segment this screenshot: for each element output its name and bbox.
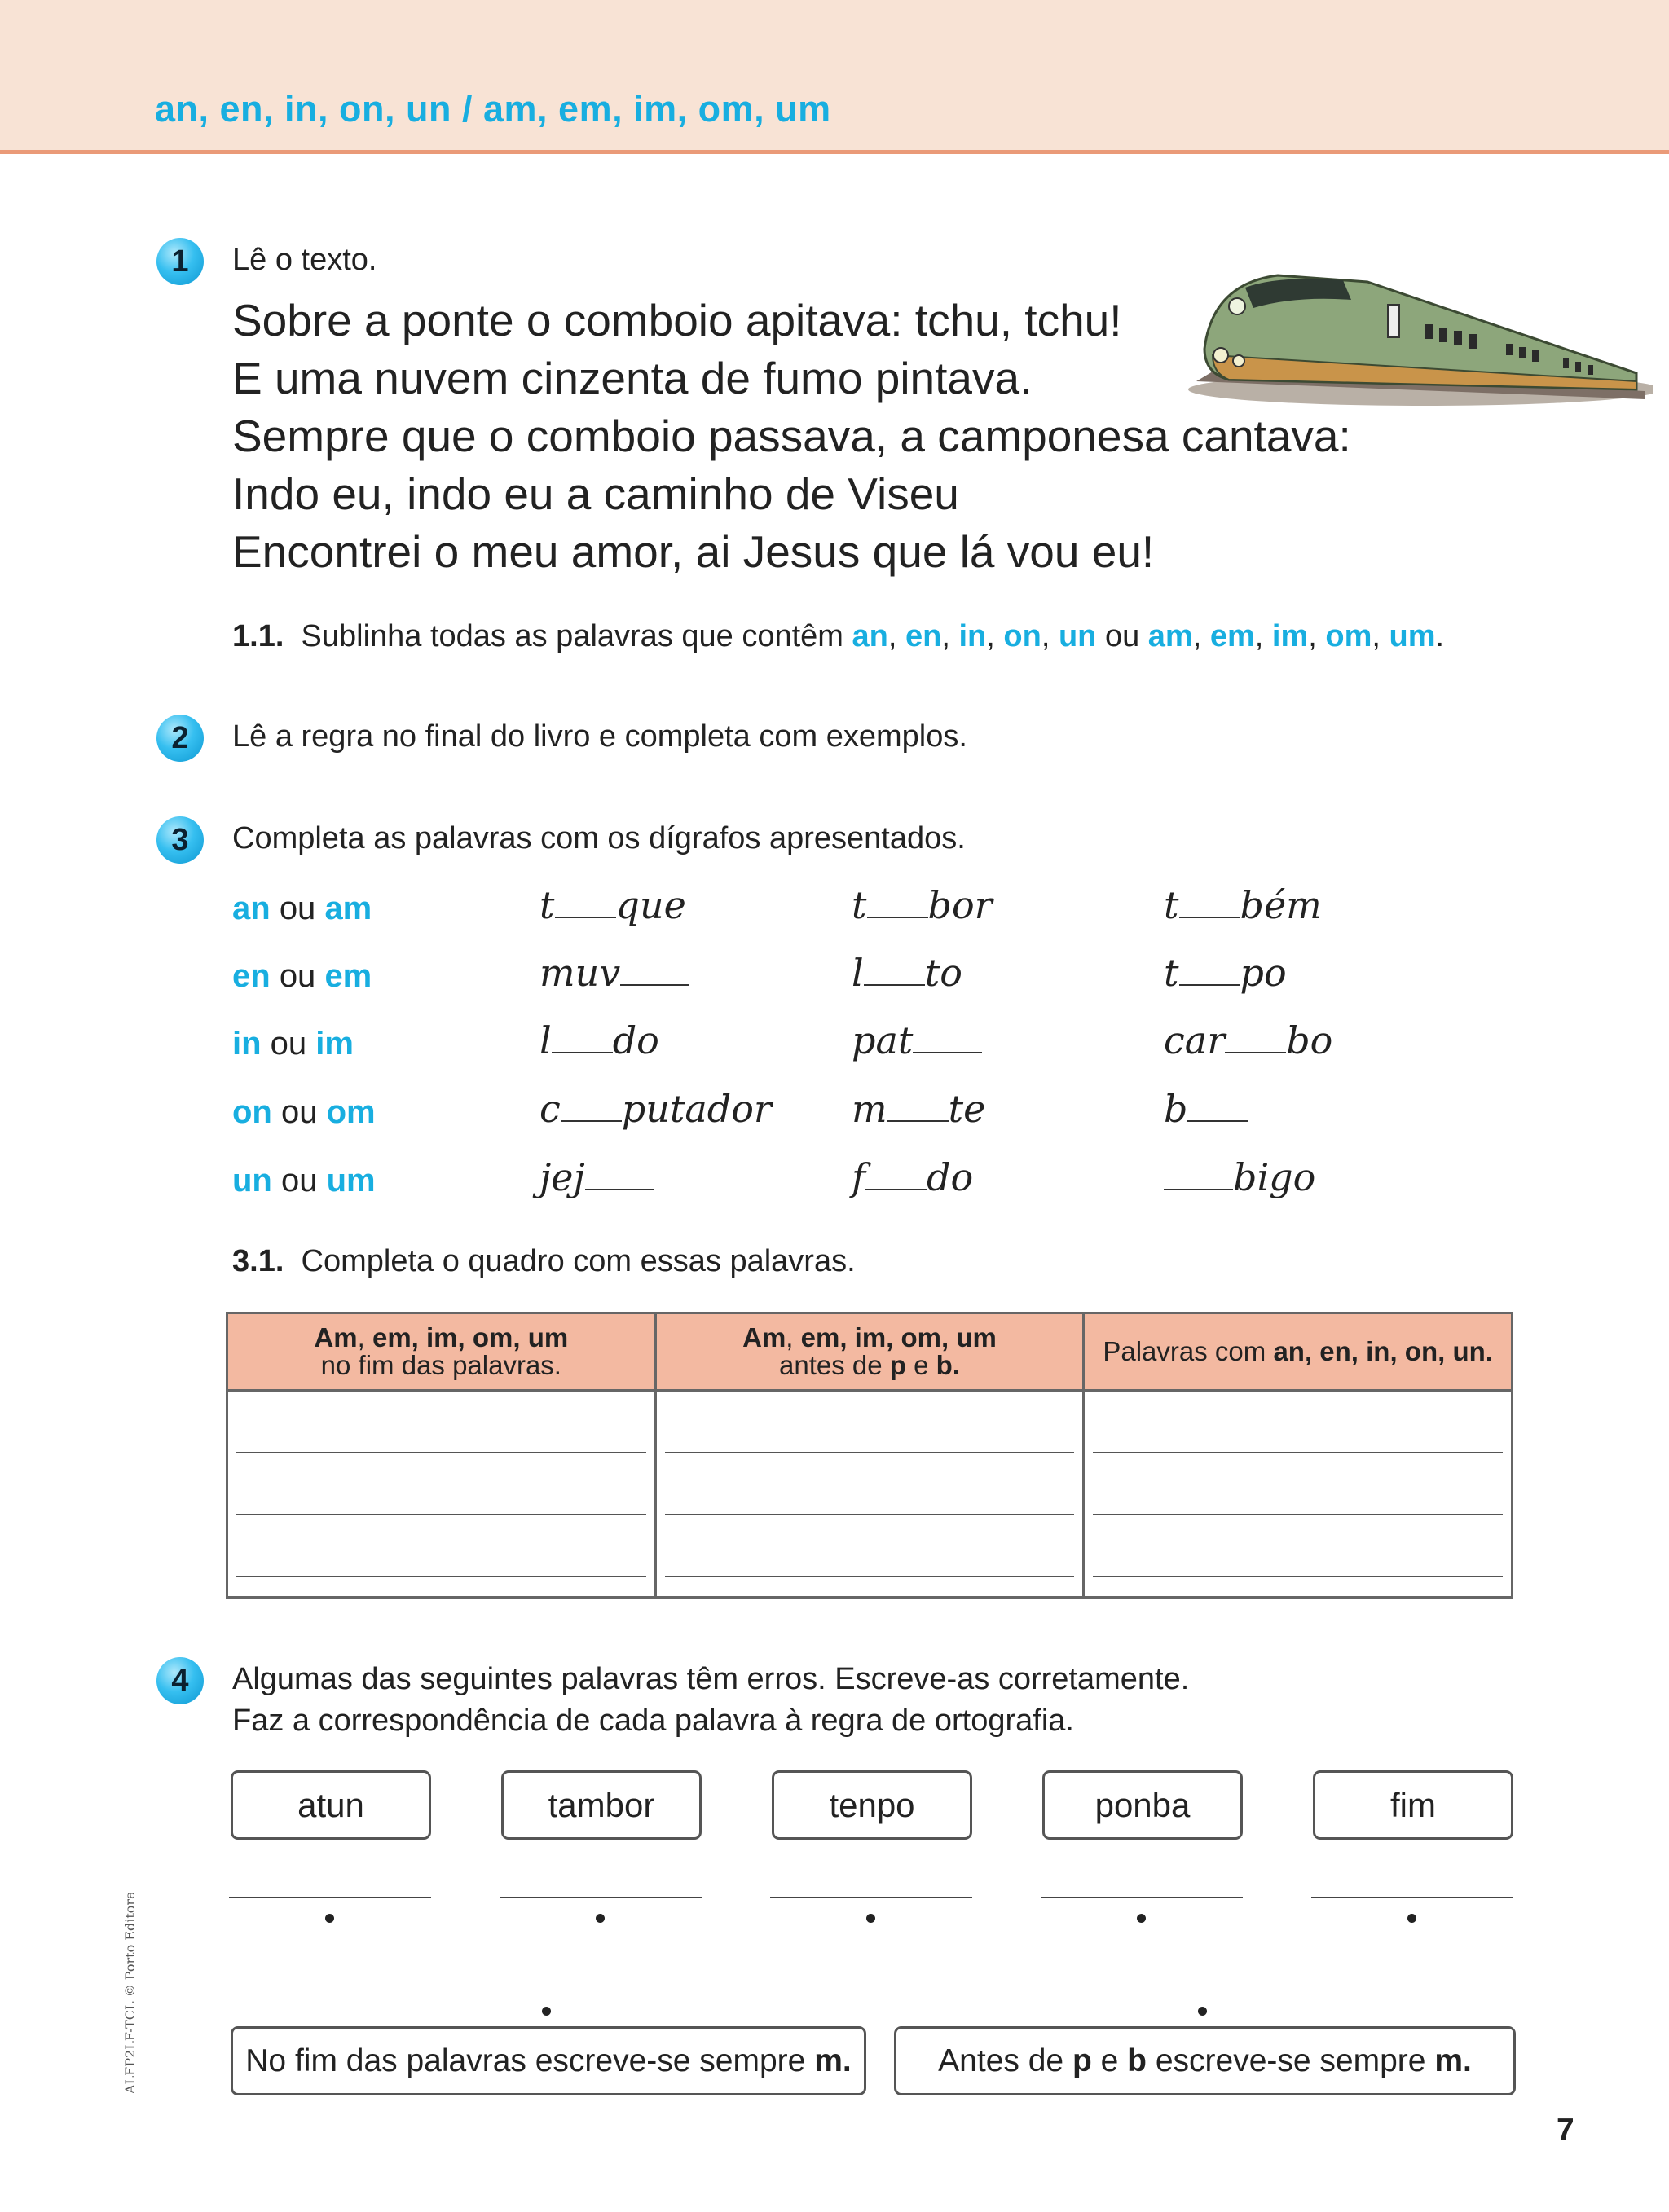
sub-text: Sublinha todas as palavras que contêm [301,619,843,653]
digraph: em [1209,619,1255,653]
poem-line: E uma nuvem cinzenta de fumo pintava. [232,353,1033,403]
exercise-2-number: 2 [156,715,204,762]
rule-box-before-pb: Antes de p e b escreve-se sempre m. [894,2026,1516,2095]
poem-line: Encontrei o meu amor, ai Jesus que lá vou eu! [232,526,1155,577]
table-header-before-pb: Am, em, im, om, um antes de p e b. [655,1313,1084,1391]
exercise-3-1 [232,1244,856,1279]
match-dot[interactable] [542,2007,551,2016]
word-box: tenpo [772,1770,972,1840]
answer-line[interactable] [770,1897,972,1898]
match-dot[interactable] [596,1914,605,1923]
fill-word[interactable]: t bor [852,883,993,927]
answer-line[interactable] [1041,1897,1243,1898]
fill-word[interactable]: car bo [1164,1018,1333,1062]
exercise-2-instruction: Lê a regra no final do livro e completa com exemplos. [232,719,967,754]
sub-text: Completa o quadro com essas palavras. [301,1244,856,1278]
fill-word[interactable]: t po [1164,951,1287,995]
match-dot[interactable] [325,1914,334,1923]
digraph-row-label: en ou em [232,958,372,994]
fill-word[interactable]: t bém [1164,883,1322,927]
table-cell[interactable] [1084,1391,1513,1598]
fill-word[interactable]: b [1164,1090,1248,1128]
side-credit: ALFP2LF-TCL © Porto Editora [122,1891,138,2094]
fill-word[interactable]: l to [852,951,962,995]
digraph: in [958,619,987,653]
digraph: um [1389,619,1436,653]
exercise-4-number: 4 [156,1657,204,1704]
or-word: ou [1104,619,1140,653]
table-header-other: Palavras com an, en, in, on, un. [1084,1313,1513,1391]
fill-word[interactable]: bigo [1164,1159,1315,1196]
poem-line: Indo eu, indo eu a caminho de Viseu [232,468,959,519]
digraph: on [1003,619,1041,653]
fill-word[interactable]: f do [852,1155,974,1199]
digraph: am [1147,619,1193,653]
digraph: im [1271,619,1309,653]
match-dot[interactable] [866,1914,875,1923]
exercise-4-instruction-2: Faz a correspondência de cada palavra à regra de ortografia. [232,1704,1074,1738]
match-dot[interactable] [1198,2007,1207,2016]
page-header [0,0,1669,154]
match-dot[interactable] [1407,1914,1416,1923]
answer-line[interactable] [500,1897,702,1898]
fill-word[interactable]: pat [852,1022,982,1059]
fill-word[interactable]: jej [539,1159,654,1196]
fill-word[interactable]: t que [539,883,686,927]
digraph-row-label: un ou um [232,1163,376,1198]
fill-word[interactable]: muv [539,954,689,992]
answer-line[interactable] [229,1897,431,1898]
table-cell[interactable] [655,1391,1084,1598]
page-number: 7 [1557,2113,1574,2148]
table-cell[interactable] [227,1391,656,1598]
table-header-end: Am, em, im, om, um no fim das palavras. [227,1313,656,1391]
digraph-row-label: on ou om [232,1094,376,1130]
sub-number: 1.1. [232,619,284,653]
fill-word[interactable]: l do [539,1018,659,1062]
rule-box-end: No fim das palavras escreve-se sempre m. [231,2026,866,2095]
digraph: un [1058,619,1097,653]
word-box: atun [231,1770,431,1840]
fill-word[interactable]: m te [852,1087,986,1131]
exercise-1-instruction: Lê o texto. [232,243,377,277]
digraph: om [1325,619,1372,653]
digraph-row-label: in ou im [232,1026,354,1062]
poem-line: Sobre a ponte o comboio apitava: tchu, tchu! [232,295,1122,345]
poem-line: Sempre que o comboio passava, a camponesa cantava: [232,411,1351,461]
exercise-3-instruction: Completa as palavras com os dígrafos apresentados. [232,821,966,855]
fill-word[interactable]: c putador [539,1087,772,1131]
exercise-1-1: 1.1. Sublinha todas as palavras que contêm an, en, in, on, un ou am, em, im, om, um. [232,619,1445,653]
train-illustration [1180,259,1653,414]
exercise-3-number: 3 [156,816,204,864]
page-title: an, en, in, on, un / am, em, im, om, um [155,88,831,130]
word-box: fim [1313,1770,1513,1840]
sub-number: 3.1. [232,1244,284,1278]
word-table [226,1312,1513,1599]
exercise-4-instruction-1: Algumas das seguintes palavras têm erros. Escreve-as corretamente. [232,1662,1190,1696]
digraph-row-label: an ou am [232,891,372,926]
exercise-1-number: 1 [156,238,204,285]
digraph: an [852,619,888,653]
answer-line[interactable] [1311,1897,1513,1898]
word-box: tambor [501,1770,702,1840]
word-box: ponba [1042,1770,1243,1840]
match-dot[interactable] [1137,1914,1146,1923]
digraph: en [905,619,942,653]
